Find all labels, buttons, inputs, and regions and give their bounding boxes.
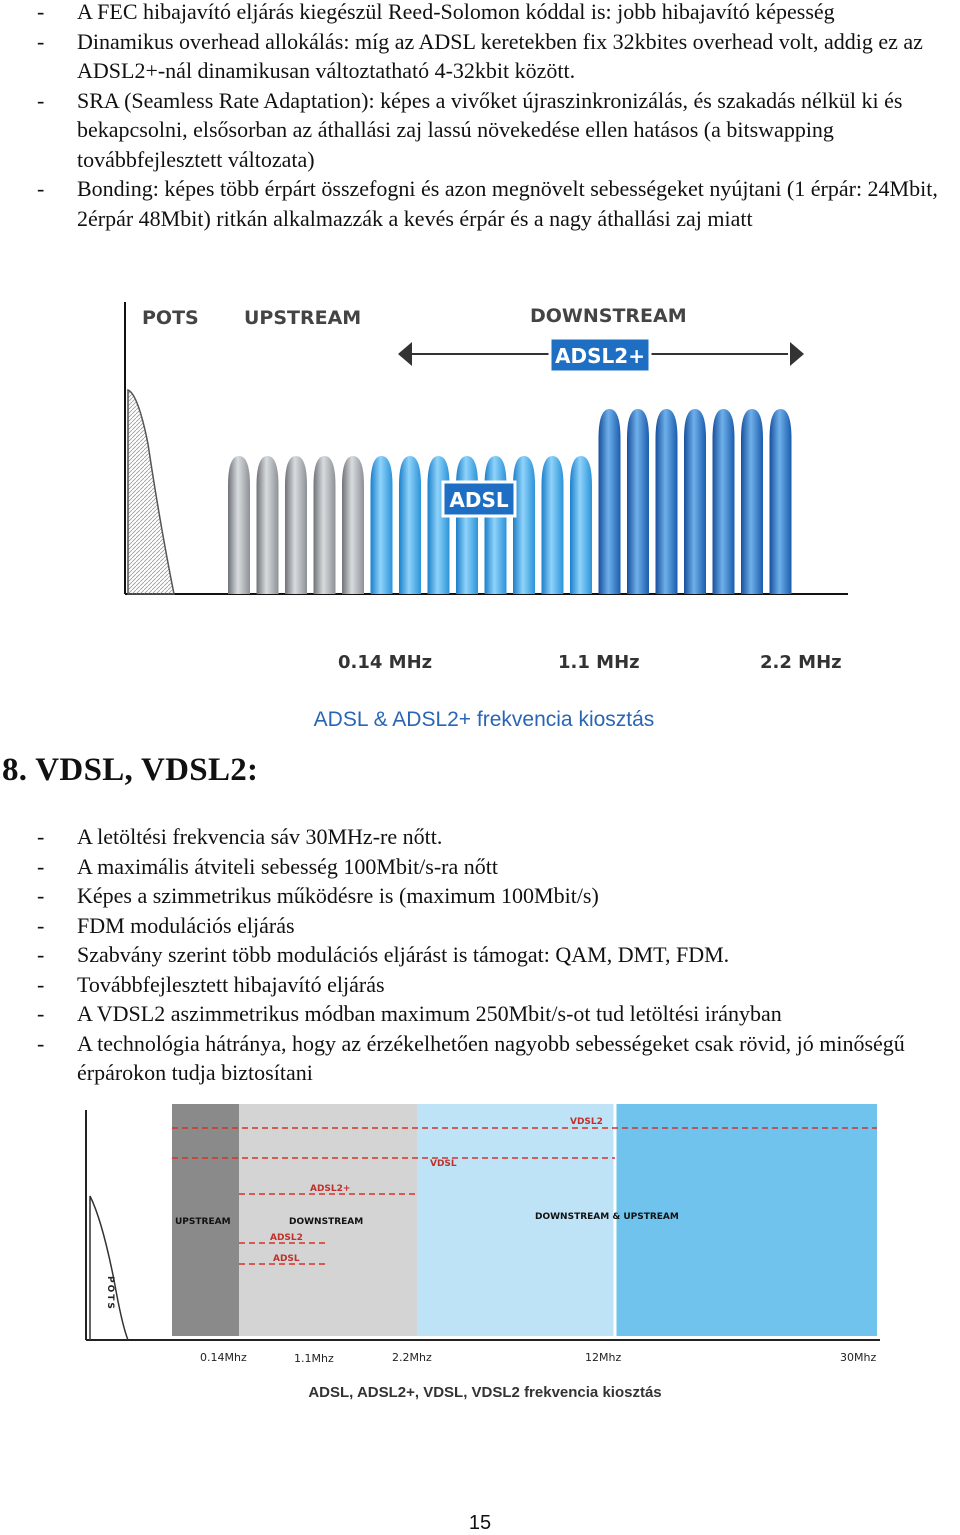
carrier-bar bbox=[228, 456, 250, 594]
figure2-caption: ADSL, ADSL2+, VDSL, VDSL2 frekvencia kiosztás bbox=[308, 1384, 662, 1401]
bullet-text: Bonding: képes több érpárt összefogni és azon megnövelt sebességeket nyújtani (1 érpár: 24Mbit, 2érpár 48Mbit) ritkán alkalmazzák a kevés érpár és a nagy áthallási zaj miatt bbox=[77, 176, 938, 231]
bullet-item: - FDM modulációs eljárás bbox=[37, 912, 295, 938]
bullet-text: Képes a szimmetrikus működésre is (maximum 100Mbit/s) bbox=[77, 883, 599, 908]
adsl2plus-label-2: ADSL2+ bbox=[310, 1184, 351, 1194]
bullet-text: A maximális átviteli sebesség 100Mbit/s-ra nőtt bbox=[77, 853, 498, 879]
freq2-label-2: 1.1Mhz bbox=[294, 1352, 334, 1365]
freq2-label-3: 2.2Mhz bbox=[392, 1351, 432, 1364]
bullet-text: Dinamikus overhead allokálás: míg az ADSL keretekben fix 32kbites overhead volt, addig ez az ADSL2+-nál dinamikusan változtatható 4-32kbit között. bbox=[77, 28, 923, 83]
bullet-item: - Bonding: képes több érpárt összefogni és azon megnövelt sebességeket nyújtani (1 érpár: 24Mbit, 2érpár 48Mbit) ritkán alkalmazzák a kevés érpár és a nagy áthallási zaj miatt bbox=[37, 176, 938, 231]
bullet-item: - Továbbfejlesztett hibajavító eljárás bbox=[37, 971, 385, 997]
carrier-bar bbox=[399, 456, 421, 594]
carrier-bar bbox=[741, 409, 763, 594]
bullet-text: SRA (Seamless Rate Adaptation): képes a vivőket újraszinkronizálás, és szakadás nélkül ki és bekapcsolni, elsősorban az áthallási zaj lassú növekedése ellen hatásos (a bitswapping továbbfejlesztett változata) bbox=[77, 87, 903, 172]
carrier-bar bbox=[542, 456, 564, 594]
carrier-bar bbox=[371, 456, 393, 594]
vdsl-frequency-diagram bbox=[80, 1100, 890, 1410]
bullet-item: - A maximális átviteli sebesség 100Mbit/s-ra nőtt bbox=[37, 853, 498, 879]
bullet-item: - A technológia hátránya, hogy az érzékelhetően nagyobb sebességeket csak rövid, jó minőségű érpárokon tudja biztosítani bbox=[37, 1030, 905, 1085]
bullet-text: Továbbfejlesztett hibajavító eljárás bbox=[77, 971, 385, 997]
freq2-label-5: 30Mhz bbox=[840, 1351, 877, 1364]
vdsl-label: VDSL bbox=[430, 1159, 457, 1169]
pots-curve bbox=[128, 390, 174, 594]
carrier-bar bbox=[656, 409, 678, 594]
adsl-badge-label: ADSL bbox=[449, 488, 509, 512]
downstream-label: DOWNSTREAM bbox=[530, 305, 687, 327]
bullet-item: - Szabvány szerint több modulációs eljárást is támogat: QAM, DMT, FDM. bbox=[37, 942, 730, 967]
bullet-text: A technológia hátránya, hogy az érzékelhetően nagyobb sebességeket csak rövid, jó minőségű érpárokon tudja biztosítani bbox=[77, 1030, 905, 1085]
section-heading: 8. VDSL, VDSL2: bbox=[2, 752, 259, 788]
freq-label-1: 0.14 MHz bbox=[338, 652, 433, 673]
downstream-upstream-label: DOWNSTREAM & UPSTREAM bbox=[535, 1212, 679, 1222]
freq2-label-1: 0.14Mhz bbox=[200, 1351, 247, 1364]
adsl-label-2: ADSL bbox=[273, 1254, 300, 1264]
carrier-bar bbox=[285, 456, 307, 594]
page-number: 15 bbox=[468, 1512, 492, 1534]
pots-label-2: POTS bbox=[105, 1276, 115, 1311]
pots-curve-2 bbox=[90, 1196, 128, 1340]
adsl-frequency-figure bbox=[120, 294, 848, 740]
vdsl-frequency-figure bbox=[80, 1100, 890, 1410]
carrier-bar bbox=[428, 456, 450, 594]
carrier-bar bbox=[485, 456, 507, 594]
freq2-label-4: 12Mhz bbox=[585, 1351, 622, 1364]
pots-label: POTS bbox=[142, 307, 199, 329]
arrow-right-head bbox=[790, 342, 804, 366]
adsl2plus-badge-label: ADSL2+ bbox=[555, 344, 645, 368]
carrier-bar bbox=[627, 409, 649, 594]
bullet-text: A FEC hibajavító eljárás kiegészül Reed-Solomon kóddal is: jobb hibajavító képesség bbox=[77, 0, 835, 24]
carrier-bar bbox=[684, 409, 706, 594]
bullet-item: - SRA (Seamless Rate Adaptation): képes a vivőket újraszinkronizálás, és szakadás nélkül ki és bekapcsolni, elsősorban az áthallási zaj lassú növekedése ellen hatásos (a bitswapping továbbfejlesztett változata) bbox=[37, 87, 903, 172]
downstream-label-2: DOWNSTREAM bbox=[289, 1217, 364, 1227]
carrier-bar bbox=[257, 456, 279, 594]
adsl-frequency-diagram bbox=[120, 294, 848, 740]
carrier-bar bbox=[713, 409, 735, 594]
bullet-text: A letöltési frekvencia sáv 30MHz-re nőtt. bbox=[77, 824, 443, 849]
bullet-item: - A letöltési frekvencia sáv 30MHz-re nőtt. bbox=[37, 824, 443, 849]
top-bullet-list bbox=[0, 0, 960, 233]
bullet-item: - A FEC hibajavító eljárás kiegészül Reed-Solomon kóddal is: jobb hibajavító képesség bbox=[37, 0, 835, 24]
upstream-label: UPSTREAM bbox=[244, 307, 362, 329]
freq-label-3: 2.2 MHz bbox=[760, 652, 842, 673]
arrow-left-head bbox=[398, 342, 412, 366]
carrier-bar bbox=[770, 409, 792, 594]
carrier-bar bbox=[314, 456, 336, 594]
upstream-label-2: UPSTREAM bbox=[175, 1217, 231, 1227]
adsl2-label: ADSL2 bbox=[270, 1233, 303, 1243]
carrier-bar bbox=[456, 456, 478, 594]
carrier-bar bbox=[570, 456, 592, 594]
bullet-item: - Dinamikus overhead allokálás: míg az ADSL keretekben fix 32kbites overhead volt, addig ez az ADSL2+-nál dinamikusan változtatható 4-32kbit között. bbox=[37, 28, 923, 83]
vdsl2-label: VDSL2 bbox=[570, 1117, 603, 1127]
bullet-text: A VDSL2 aszimmetrikus módban maximum 250Mbit/s-ot tud letöltési irányban bbox=[77, 1001, 782, 1026]
figure1-caption: ADSL & ADSL2+ frekvencia kiosztás bbox=[313, 708, 655, 731]
bullet-item: - A VDSL2 aszimmetrikus módban maximum 250Mbit/s-ot tud letöltési irányban bbox=[37, 1001, 782, 1026]
bullet-item: - Képes a szimmetrikus működésre is (maximum 100Mbit/s) bbox=[37, 883, 599, 908]
carrier-bar bbox=[342, 456, 364, 594]
bullet-text: Szabvány szerint több modulációs eljárást is támogat: QAM, DMT, FDM. bbox=[77, 942, 730, 967]
freq-label-2: 1.1 MHz bbox=[558, 652, 640, 673]
bottom-bullet-list bbox=[0, 822, 950, 1088]
carrier-bar bbox=[513, 456, 535, 594]
carrier-bar bbox=[599, 409, 621, 594]
bullet-text: FDM modulációs eljárás bbox=[77, 912, 295, 938]
